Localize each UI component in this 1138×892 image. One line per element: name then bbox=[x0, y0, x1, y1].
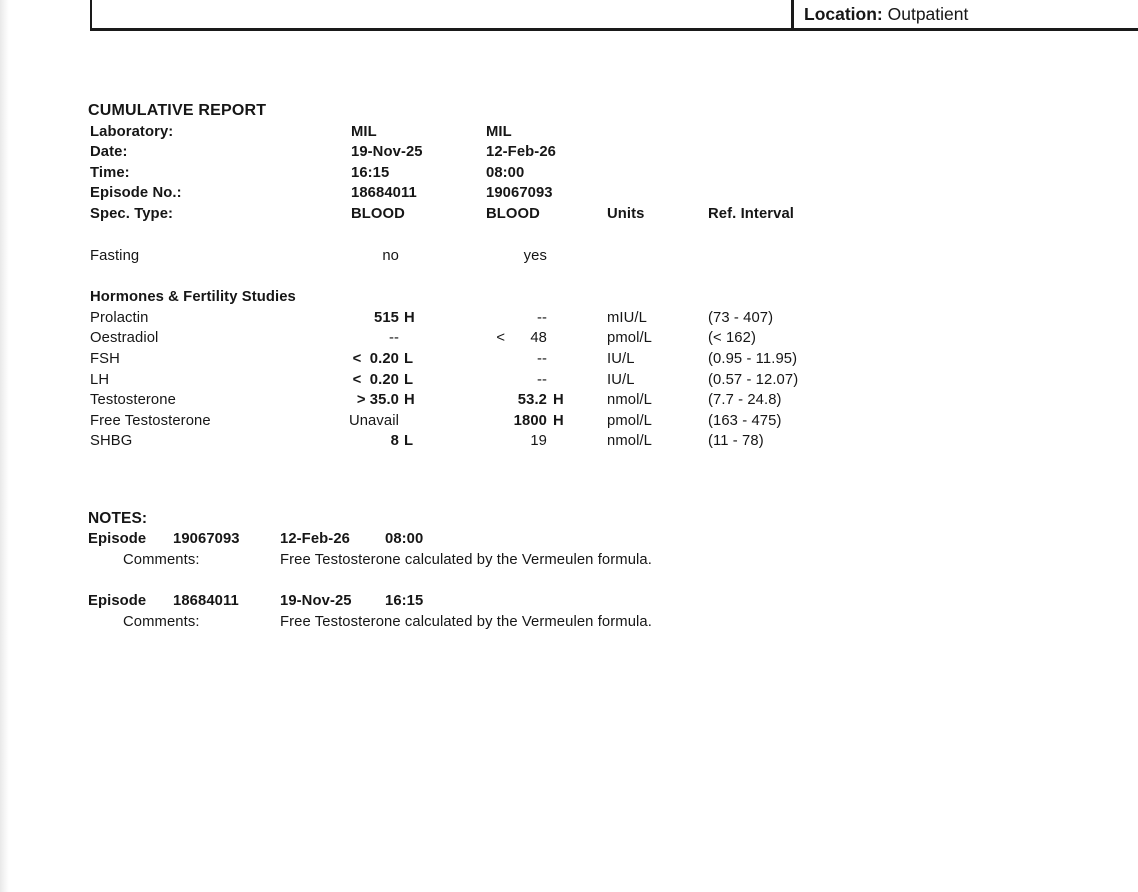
ref-interval: (0.95 - 11.95) bbox=[708, 350, 798, 367]
units: IU/L bbox=[607, 350, 635, 367]
result-flag-2: H bbox=[553, 392, 564, 409]
ref-interval: (73 - 407) bbox=[708, 309, 774, 326]
ref-interval: (0.57 - 12.07) bbox=[708, 371, 799, 388]
report-title-row bbox=[0, 101, 1138, 122]
result-value-1: -- bbox=[388, 330, 399, 347]
episode-time: 16:15 bbox=[385, 593, 424, 610]
meta-label: Spec. Type: bbox=[90, 205, 174, 222]
meta-row-time bbox=[0, 163, 1138, 184]
meta-label: Laboratory: bbox=[90, 123, 174, 140]
ref-interval-column-header: Ref. Interval bbox=[708, 205, 794, 222]
result-row-oestradiol bbox=[0, 328, 1138, 349]
units: pmol/L bbox=[607, 330, 653, 347]
units-column-header: Units bbox=[607, 205, 645, 222]
report-title: CUMULATIVE REPORT bbox=[88, 102, 267, 119]
section-header: Hormones & Fertility Studies bbox=[90, 289, 296, 306]
units: IU/L bbox=[607, 371, 635, 388]
episode-number: 19067093 bbox=[173, 531, 240, 548]
meta-col2: 19067093 bbox=[486, 185, 553, 202]
notes-episode-row bbox=[0, 529, 1138, 550]
comment-text: Free Testosterone calculated by the Vermeulen formula. bbox=[280, 613, 652, 630]
ref-interval: (7.7 - 24.8) bbox=[708, 392, 782, 409]
result-flag-1: L bbox=[404, 433, 414, 450]
fasting-label: Fasting bbox=[90, 247, 140, 264]
meta-col1: 19-Nov-25 bbox=[351, 144, 423, 161]
result-value-1: 515 bbox=[374, 309, 399, 326]
result-value-2: < 48 bbox=[496, 330, 547, 347]
test-name: Testosterone bbox=[90, 392, 176, 409]
meta-row-spec-type bbox=[0, 204, 1138, 225]
test-name: Free Testosterone bbox=[90, 412, 211, 429]
result-row-free-testosterone bbox=[0, 411, 1138, 432]
result-flag-1: H bbox=[404, 392, 415, 409]
location-label: Location: bbox=[804, 4, 883, 24]
test-name: Oestradiol bbox=[90, 330, 159, 347]
meta-col1: 18684011 bbox=[351, 185, 417, 202]
notes-title: NOTES: bbox=[88, 509, 148, 527]
units: mIU/L bbox=[607, 309, 647, 326]
result-row-testosterone bbox=[0, 390, 1138, 411]
result-value-1: > 35.0 bbox=[356, 392, 399, 409]
section-header-row bbox=[0, 287, 1138, 308]
units: pmol/L bbox=[607, 412, 653, 429]
ref-interval: (< 162) bbox=[708, 330, 756, 347]
result-value-1: Unavail bbox=[348, 412, 399, 429]
result-row-lh bbox=[0, 370, 1138, 391]
test-name: SHBG bbox=[90, 433, 133, 450]
comment-text: Free Testosterone calculated by the Vermeulen formula. bbox=[280, 552, 652, 569]
meta-col2: MIL bbox=[486, 123, 512, 140]
result-value-2: -- bbox=[536, 350, 547, 367]
result-flag-1: L bbox=[404, 350, 414, 367]
result-value-2: -- bbox=[536, 309, 547, 326]
comments-label: Comments: bbox=[123, 552, 200, 569]
result-row-prolactin bbox=[0, 308, 1138, 329]
meta-label: Date: bbox=[90, 144, 128, 161]
units: nmol/L bbox=[607, 392, 653, 409]
meta-row-episode-no bbox=[0, 183, 1138, 204]
location-value: Outpatient bbox=[882, 4, 969, 24]
result-value-2: -- bbox=[536, 371, 547, 388]
test-name: LH bbox=[90, 371, 110, 388]
notes-comment-row bbox=[0, 612, 1138, 633]
result-flag-1: L bbox=[404, 371, 414, 388]
meta-col1: 16:15 bbox=[351, 164, 390, 181]
meta-col2: 12-Feb-26 bbox=[486, 144, 556, 161]
result-value-2: 19 bbox=[530, 433, 547, 450]
result-flag-2: H bbox=[553, 412, 564, 429]
meta-col1: BLOOD bbox=[351, 205, 405, 222]
fasting-col1: no bbox=[382, 247, 399, 264]
ref-interval: (11 - 78) bbox=[708, 433, 764, 450]
test-name: Prolactin bbox=[90, 309, 149, 326]
notes-comment-row bbox=[0, 550, 1138, 571]
result-row-shbg bbox=[0, 431, 1138, 452]
meta-col2: BLOOD bbox=[486, 205, 540, 222]
patient-header-box bbox=[90, 0, 1138, 31]
meta-col1: MIL bbox=[351, 123, 377, 140]
result-value-1: 8 bbox=[390, 433, 399, 450]
episode-time: 08:00 bbox=[385, 531, 424, 548]
result-flag-1: H bbox=[404, 309, 415, 326]
notes-title-row bbox=[0, 509, 1138, 530]
episode-date: 12-Feb-26 bbox=[280, 531, 350, 548]
test-name: FSH bbox=[90, 350, 120, 367]
cumulative-report bbox=[0, 101, 1138, 632]
result-value-1: < 0.20 bbox=[352, 350, 399, 367]
meta-label: Time: bbox=[90, 164, 130, 181]
meta-row-laboratory bbox=[0, 122, 1138, 143]
fasting-col2: yes bbox=[523, 247, 547, 264]
meta-label: Episode No.: bbox=[90, 185, 182, 202]
units: nmol/L bbox=[607, 433, 653, 450]
episode-label: Episode bbox=[88, 531, 147, 548]
episode-number: 18684011 bbox=[173, 593, 239, 610]
header-cell-divider bbox=[791, 0, 794, 28]
result-row-fsh bbox=[0, 349, 1138, 370]
episode-date: 19-Nov-25 bbox=[280, 593, 352, 610]
ref-interval: (163 - 475) bbox=[708, 412, 782, 429]
fasting-row bbox=[0, 246, 1138, 267]
result-value-1: < 0.20 bbox=[352, 371, 399, 388]
location-field bbox=[804, 4, 968, 25]
notes-episode-row bbox=[0, 591, 1138, 612]
meta-col2: 08:00 bbox=[486, 164, 525, 181]
comments-label: Comments: bbox=[123, 613, 200, 630]
result-value-2: 53.2 bbox=[517, 392, 547, 409]
meta-row-date bbox=[0, 142, 1138, 163]
result-value-2: 1800 bbox=[513, 412, 547, 429]
episode-label: Episode bbox=[88, 593, 147, 610]
